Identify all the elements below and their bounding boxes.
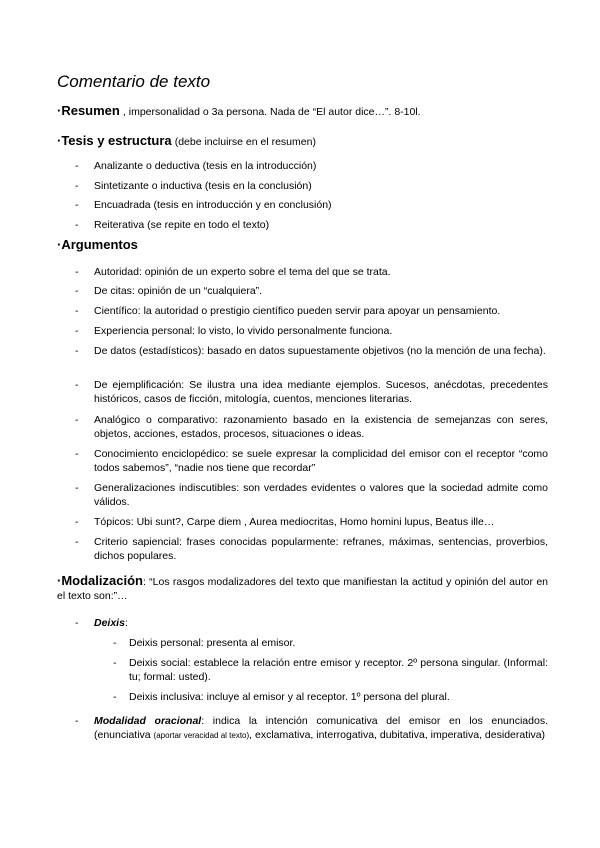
resumen-heading: ·Resumen [57, 103, 120, 118]
modalizacion-section [57, 574, 548, 603]
tesis-heading: ·Tesis y estructura [57, 133, 172, 148]
page-title: Comentario de texto [57, 72, 211, 91]
modalizacion-heading: ·Modalización [57, 573, 143, 588]
resumen-text: , impersonalidad o 3a persona. Nada de “El autor dice…”. 8-10l. [122, 106, 421, 118]
modalizacion-text: : “Los rasgos modalizadores del texto que manifiestan la actitud y opinión del autor en el texto son:”… [57, 576, 548, 602]
argumentos-section [57, 238, 548, 253]
argumentos-heading: ·Argumentos [57, 237, 138, 252]
document-page: Comentario de texto ·Resumen , impersonalidad o 3a persona. Nada de “El autor dice…”. 8-10l. ·Tesis y estructura (debe incluirse en el resumen) - Analizante o deductiva (tesis en la introducción) - Sintetizante o inductiva (tesis en la conclusión) - Encuadrada (tesis en introducción y en conclusión) - Reiterativa (se repite en todo el texto) ·Argumentos - Autoridad: opinión de un experto sobre el tema del que se trata. - De citas: opinión de un “cualquiera”. - Científico: la autoridad o prestigio científico pueden servir para apoyar un pensamiento. - Experiencia personal: lo visto, lo vivido personalmente funciona. - De datos (estadísticos): basado en datos supuestamente objetivos (no la mención de una fecha). - De ejemplificación: Se ilustra una idea mediante ejemplos. Sucesos, anécdotas, precedentes históricos, casos de ficción, mitología, cuentos, menciones literarias. - Analógico o comparativo: razonamiento basado en la existencia de semejanzas con seres, objetos, acciones, estados, procesos, situaciones o ideas. - Conocimiento enciclopédico: se suele expresar la complicidad del emisor con el receptor “como todos sabemos”, “nadie nos tiene que recordar” - Generalizaciones indiscutibles: son verdades evidentes o valores que la sociedad admite como válidos. - Tópicos: Ubi sunt?, Carpe diem , Aurea mediocritas, Homo homini lupus, Beatus ille… - Criterio sapiencial: frases conocidas popularmente: refranes, máximas, sentencias, proverbios, dichos populares. ·Modalización: “Los rasgos modalizadores del texto que manifiestan la actitud y opinión del autor en el texto son:”… - Deixis: - Deixis personal: presenta al emisor. - Deixis social: establece la relación entre emisor y receptor. 2º persona singular. (Informal: tu; formal: usted). - Deixis inclusiva: incluye al emisor y al receptor. 1º persona del plural. - Modalidad oracional: indica la intención comunicativa del emisor en los enunciados. (enunciativa (aportar veracidad al texto), exclamativa, interrogativa, dubitativa, imperativa, desiderativa) [57, 72, 548, 741]
modalidad-label: Modalidad oracional [94, 715, 202, 727]
resumen-section [57, 104, 548, 119]
tesis-section [57, 134, 548, 149]
modalidad-note: (aportar veracidad al texto) [153, 730, 250, 740]
tesis-note: (debe incluirse en el resumen) [174, 136, 316, 148]
deixis-label: Deixis [94, 617, 125, 629]
